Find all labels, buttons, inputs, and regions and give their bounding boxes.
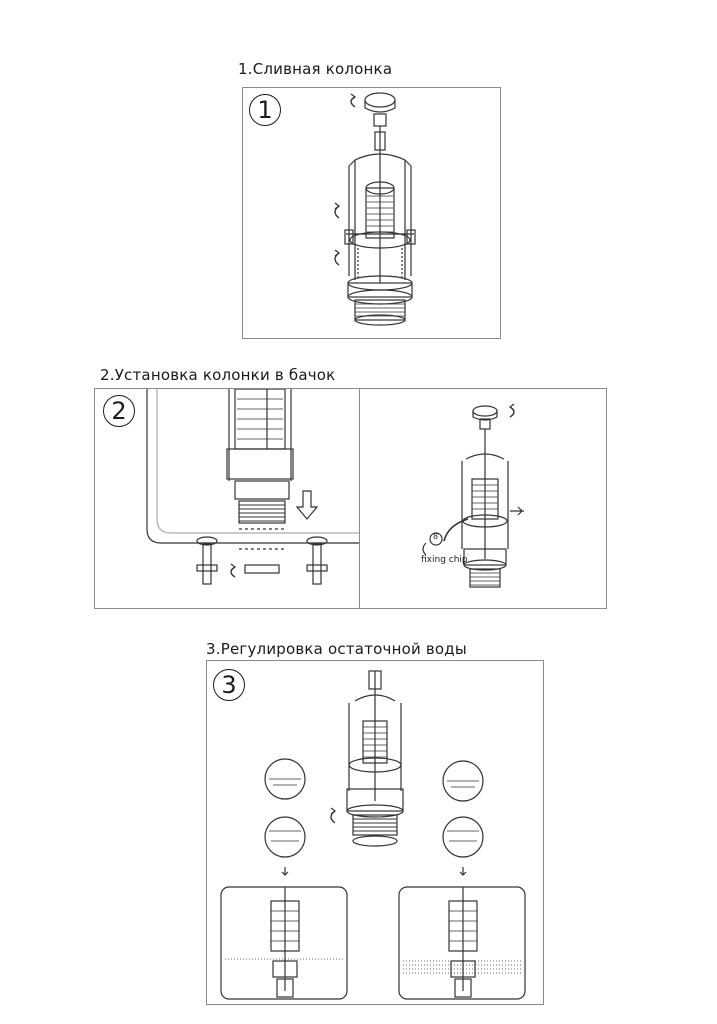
section-3-panel — [206, 660, 544, 1005]
step-number-2: 2 — [103, 395, 135, 427]
fixing-chip-drawing — [360, 389, 607, 608]
section-3-title: 3.Регулировка остаточной воды — [206, 640, 467, 658]
fixing-chip-label: fixing chip — [421, 555, 468, 565]
tank-installation-drawing — [95, 389, 359, 608]
section-1-title: 1.Сливная колонка — [238, 60, 393, 78]
section-2-panel — [94, 388, 607, 609]
step-number-1: 1 — [249, 94, 281, 126]
section-2-title: 2.Установка колонки в бачок — [100, 366, 336, 384]
section-1-panel — [242, 87, 501, 339]
fixing-chip-number: 8 — [433, 532, 439, 541]
residual-water-adjustment-drawing — [207, 661, 543, 1004]
flush-valve-drawing — [243, 88, 500, 338]
step-number-3: 3 — [213, 669, 245, 701]
